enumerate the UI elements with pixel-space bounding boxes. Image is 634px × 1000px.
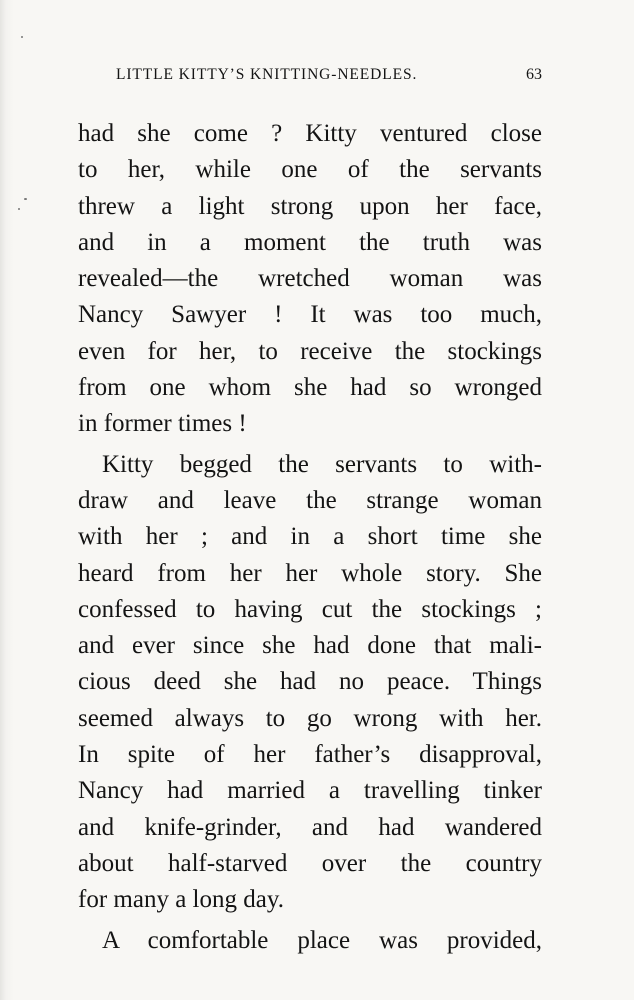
- text-line: draw and leave the strange woman: [78, 486, 542, 514]
- text-line: even for her, to receive the stockings: [78, 337, 542, 365]
- text-line: with her ; and in a short time she: [78, 523, 542, 551]
- text-line: in former times !: [78, 410, 247, 438]
- text-line: to her, while one of the servants: [78, 156, 542, 184]
- paper-speck: [18, 208, 20, 210]
- text-line: revealed—the wretched woman was: [78, 265, 542, 293]
- text-line: for many a long day.: [78, 886, 284, 914]
- text-line: A comfortable place was provided,: [102, 926, 542, 954]
- text-line: threw a light strong upon her face,: [78, 192, 542, 220]
- paper-speck: [24, 198, 27, 200]
- paper-speck: [21, 36, 23, 38]
- paragraph-1: [78, 116, 542, 443]
- text-line: seemed always to go wrong with her.: [78, 704, 542, 732]
- text-line: heard from her her whole story. She: [78, 559, 542, 587]
- text-line: and ever since she had done that mali-: [78, 632, 542, 660]
- running-head: [116, 66, 542, 90]
- paragraph-3: [78, 923, 542, 959]
- text-line: cious deed she had no peace. Things: [78, 668, 542, 696]
- running-title: LITTLE KITTY’S KNITTING-NEEDLES.: [116, 66, 418, 83]
- text-line: from one whom she had so wronged: [78, 374, 542, 402]
- text-line: confessed to having cut the stockings ;: [78, 595, 542, 623]
- text-line: Kitty begged the servants to with-: [102, 450, 542, 478]
- text-line: Nancy had married a travelling tinker: [78, 777, 542, 805]
- text-line: Nancy Sawyer ! It was too much,: [78, 301, 542, 329]
- page-number: 63: [526, 66, 542, 83]
- text-line: and in a moment the truth was: [78, 228, 542, 256]
- paragraph-2: [78, 447, 542, 919]
- text-line: In spite of her father’s disapproval,: [78, 741, 542, 769]
- text-line: and knife-grinder, and had wandered: [78, 813, 542, 841]
- body-text: [78, 116, 542, 959]
- text-line: about half-starved over the country: [78, 849, 542, 877]
- text-line: had she come ? Kitty ventured close: [78, 120, 542, 147]
